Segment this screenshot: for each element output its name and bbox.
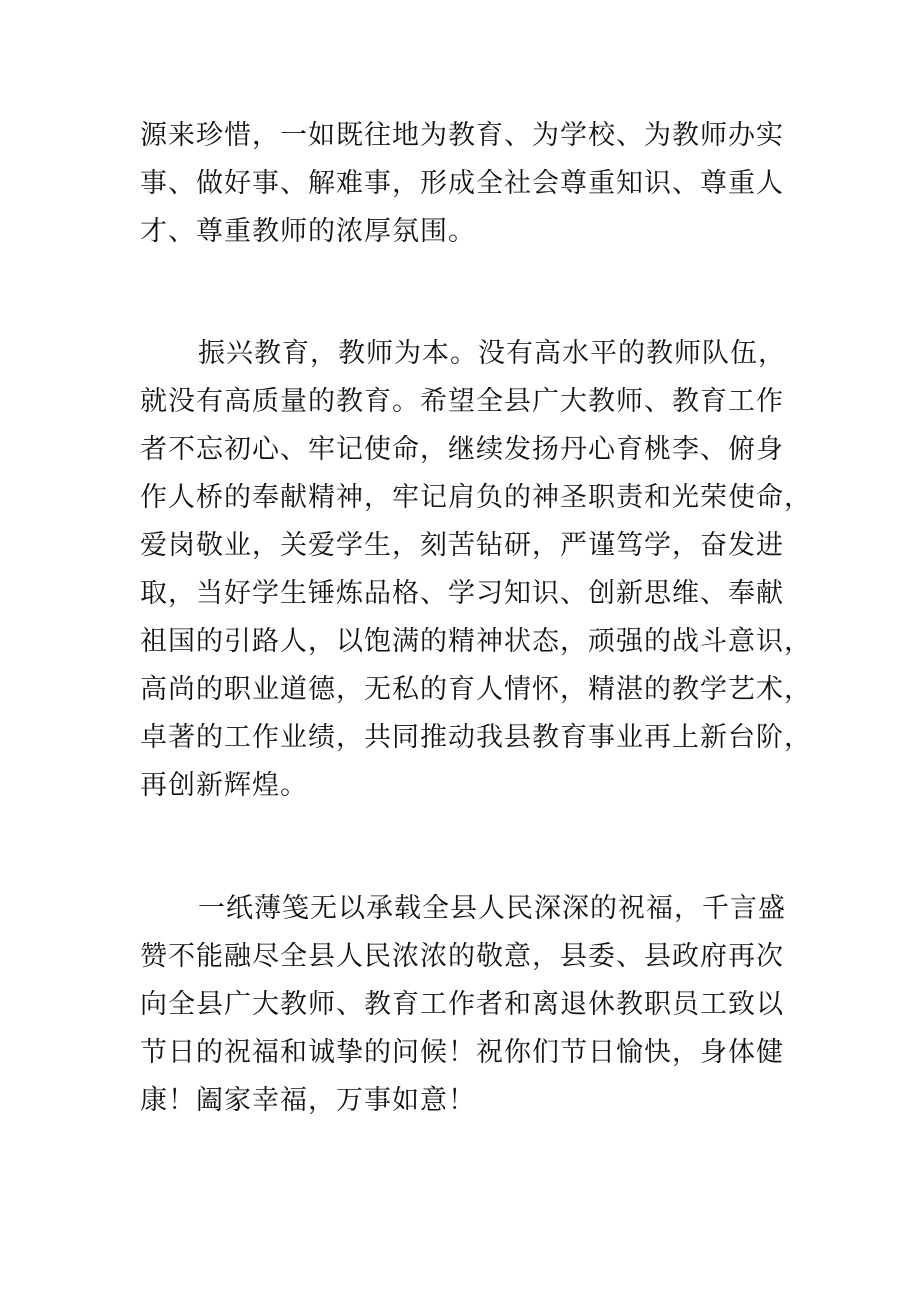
paragraph-line: 康！阖家幸福，万事如意！ xyxy=(140,1085,476,1116)
paragraph-line: 就没有高质量的教育。希望全县广大教师、教育工作 xyxy=(140,386,784,417)
paragraph-line: 取，当好学生锤炼品格、学习知识、创新思维、奉献 xyxy=(140,578,784,609)
paragraph-line: 高尚的职业道德，无私的育人情怀，精湛的教学艺术， xyxy=(140,674,812,705)
paragraph-line: 再创新辉煌。 xyxy=(140,770,308,801)
paragraph-line: 节日的祝福和诚挚的问候！祝你们节日愉快，身体健 xyxy=(140,1037,784,1068)
paragraph-line: 祖国的引路人，以饱满的精神状态，顽强的战斗意识， xyxy=(140,626,812,657)
paragraph-line: 者不忘初心、牢记使命，继续发扬丹心育桃李、俯身 xyxy=(140,434,784,465)
paragraph-line: 向全县广大教师、教育工作者和离退休教职员工致以 xyxy=(140,989,784,1020)
paragraph-1 xyxy=(140,112,800,256)
paragraph-line: 事、做好事、解难事，形成全社会尊重知识、尊重人 xyxy=(140,168,784,199)
paragraph-line: 赞不能融尽全县人民浓浓的敬意，县委、县政府再次 xyxy=(140,941,784,972)
paragraph-line: 一纸薄笺无以承载全县人民深深的祝福，千言盛 xyxy=(198,893,786,924)
paragraph-3 xyxy=(140,885,800,1125)
paragraph-line: 振兴教育，教师为本。没有高水平的教师队伍， xyxy=(198,338,786,369)
paragraph-line: 爱岗敬业，关爱学生，刻苦钻研，严谨笃学，奋发进 xyxy=(140,530,784,561)
paragraph-line: 作人桥的奉献精神，牢记肩负的神圣职责和光荣使命， xyxy=(140,482,812,513)
paragraph-line: 才、尊重教师的浓厚氛围。 xyxy=(140,216,476,247)
paragraph-line: 源来珍惜，一如既往地为教育、为学校、为教师办实 xyxy=(140,120,784,151)
paragraph-2 xyxy=(140,330,812,810)
paragraph-line: 卓著的工作业绩，共同推动我县教育事业再上新台阶， xyxy=(140,722,812,753)
